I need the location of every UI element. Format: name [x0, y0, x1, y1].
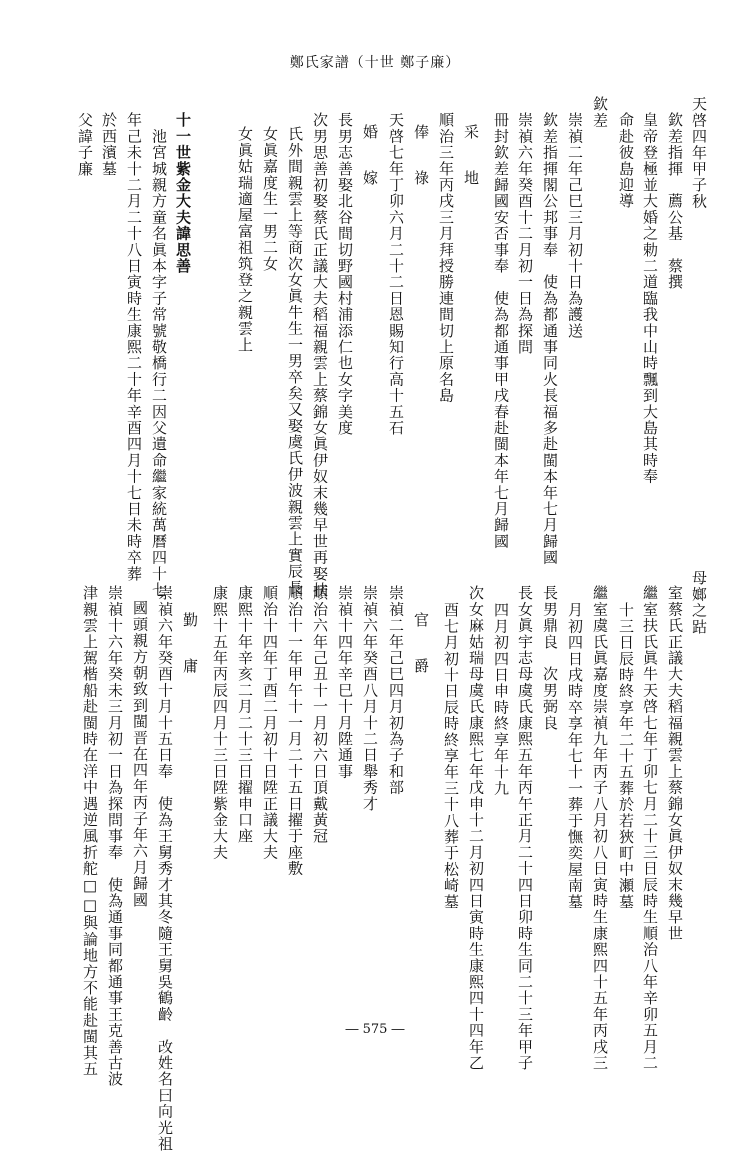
upper-text-column: 采 地 — [462, 124, 480, 193]
upper-text-column: 氏外間親雲上等商次女眞牛生一男卒矣又娶虞氏伊波親雲上實辰長 — [286, 126, 304, 596]
lower-text-column: 順治十四年丁酉二月初十日陞正議大夫 — [261, 585, 279, 861]
lower-text-column: 長男鼎良 次男弼良 — [541, 585, 559, 731]
lower-text-column: 津親雲上駕楷船赴閩時在洋中遇逆風折舵□□與論地方不能赴閩其五 — [81, 585, 99, 1077]
lower-text-column: 繼室扶氏眞牛天啓七年丁卯七月二十三日辰時生順治八年辛卯五月二 — [641, 585, 659, 1071]
upper-text-column: 崇禎二年己巳三月初十日為護送 — [566, 112, 584, 339]
upper-text-column: 池宮城親方童名眞本字子常號敬橋行二因父遺命繼家統萬曆四十七 — [150, 112, 168, 598]
lower-text-column: 十三日辰時終享年二十五葬於若狹町中瀬墓 — [617, 602, 635, 910]
lower-text-column: 順治六年己丑十一月初六日頂戴黃冠 — [311, 585, 329, 845]
lower-text-column: 國頭親方朝致到閩晋在四年丙子年六月歸國 — [131, 600, 149, 908]
upper-text-column: 長男志善娶北谷間切野國村浦添仁也女字美度 — [336, 112, 354, 436]
upper-text-column: 女眞姑瑞適屋富祖筑登之親雲上 — [236, 126, 254, 353]
upper-text-column: 欽差 — [591, 96, 609, 129]
lower-text-column: 四月初四日申時終享年十九 — [492, 602, 510, 797]
upper-text-column: 冊封欽差歸國安否事奉 使為都通事甲戌春赴閩本年七月歸國 — [492, 112, 510, 550]
upper-text-column: 欽差指揮閣公邦事奉 使為都通事同火長福多赴閩本年七月歸國 — [541, 112, 559, 566]
lower-text-column: 崇禎六年癸酉八月十二日舉秀才 — [361, 585, 379, 812]
upper-text-column: 欽差指揮 薦公基 蔡撰 — [666, 112, 684, 291]
lower-text-column: 崇禎二年己巳四月初為子和部 — [387, 585, 405, 796]
upper-text-column: 崇禎六年癸酉十二月初一日為探問 — [516, 112, 534, 355]
upper-text-column: 婚 嫁 — [361, 124, 379, 193]
upper-text-column: 女眞嘉度生一男二女 — [261, 126, 279, 272]
lower-text-column: 康熙十年辛亥二月二十三日擢申口座 — [236, 585, 254, 845]
upper-text-column: 俸 祿 — [412, 124, 430, 193]
lower-text-column: 母嫏之跍 — [690, 570, 708, 635]
page-header: 鄭氏家譜（十世 鄭子廉） — [289, 55, 461, 71]
upper-text-column: 次男思善初娶蔡氏正議大夫稻福親雲上蔡錦女眞伊奴末幾早世再娶扶 — [311, 112, 329, 598]
upper-text-column: 天啓四年甲子秋 — [690, 96, 708, 210]
lower-text-column: 勤 庸 — [181, 612, 199, 681]
upper-text-column: 年己未十二月二十八日寅時生康熙二十年辛酉四月十七日未時卒葬 — [125, 112, 143, 582]
lower-text-column: 月初四日戌時卒享年七十一葬于憮奕屋南墓 — [566, 602, 584, 910]
lower-text-column: 崇禎六年癸酉十月十五日奉 使為王舅秀才其冬隨王舅吳鶴齡 改姓名曰向光祖 — [156, 585, 174, 1152]
lower-text-column: 崇禎十六年癸未三月初一日為探問事奉 使為通事同都通事王克善古波 — [106, 585, 124, 1088]
upper-text-column: 父諱子廉 — [76, 112, 94, 177]
lower-text-column: 繼室虞氏眞嘉度崇禎九年丙子八月初八日寅時生康熙四十五年丙戌三 — [591, 585, 609, 1071]
lower-text-column: 室蔡氏正議大夫稻福親雲上蔡錦女眞伊奴末幾早世 — [666, 585, 684, 942]
upper-text-column: 命赴彼島迎導 — [617, 112, 635, 210]
lower-text-column: 崇禎十四年辛巳十月陞通事 — [336, 585, 354, 780]
lower-text-column: 官 爵 — [412, 612, 430, 681]
upper-text-column: 於西濱墓 — [100, 112, 118, 177]
lower-text-column: 順治十一年甲午十一月二十五日擢于座敷 — [286, 585, 304, 877]
upper-text-column: 皇帝登極並大婚之勅二道臨我中山時飄到大島其時奉 — [641, 112, 659, 485]
upper-text-column: 順治三年丙戌三月拜授勝連間切上原名島 — [437, 112, 455, 404]
lower-text-column: 次女麻姑瑞母虞氏康熙七年戊申十二月初四日寅時生康熙四十四年乙 — [467, 585, 485, 1071]
lower-text-column: 長女眞宇志母虞氏康熙五年丙午正月二十四日卯時生同二十三年甲子 — [516, 585, 534, 1071]
upper-text-column: 十一世紫金大夫諱思善 — [174, 112, 192, 274]
lower-text-column: 康熙十五年丙辰四月十三日陞紫金大夫 — [211, 585, 229, 861]
upper-text-column: 天啓七年丁卯六月二十二日恩賜知行高十五石 — [387, 112, 405, 436]
page-number: ― 575 ― — [345, 1022, 405, 1037]
lower-text-column: 酉七月初十日辰時終享年三十八葬于松崎墓 — [442, 602, 460, 910]
